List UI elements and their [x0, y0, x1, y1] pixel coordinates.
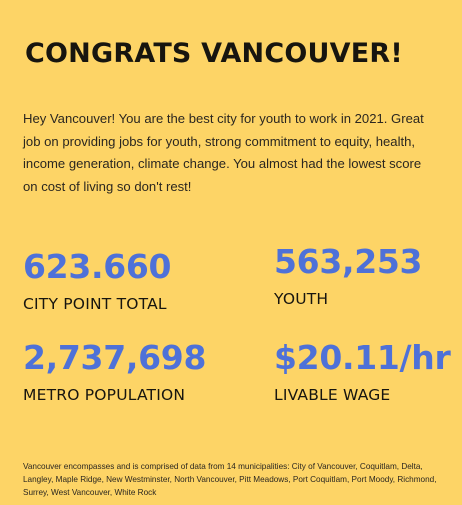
page-title: CONGRATS VANCOUVER!: [25, 38, 403, 69]
stat-city-point-total: [23, 249, 171, 313]
stat-youth: [274, 244, 422, 308]
intro-paragraph: Hey Vancouver! You are the best city for youth to work in 2021. Great job on providing jobs for youth, strong commitment to equity, health, income generation, climate change. You almost had the lowest score on cost of living so don't rest!: [23, 111, 424, 194]
stat-label: LIVABLE WAGE: [274, 386, 391, 404]
stat-label: CITY POINT TOTAL: [23, 295, 167, 313]
footnote: Vancouver encompasses and is comprised of data from 14 municipalities: City of Vancouver, Coquitlam, Delta, Langley, Maple Ridge, New Westminster, North Vancouver, Pitt Meadows, Port Coquitlam, Port Moody, Richmond, Surrey, West Vancouver, White Rock: [23, 462, 437, 497]
stat-metro-population: [23, 340, 206, 404]
stat-value: 623.660: [23, 247, 172, 286]
stat-label: YOUTH: [274, 290, 329, 308]
stat-value: 2,737,698: [23, 338, 207, 377]
stat-value: 563,253: [274, 242, 423, 281]
stat-label: METRO POPULATION: [23, 386, 186, 404]
stat-livable-wage: [274, 340, 450, 404]
stat-value: $20.11/hr: [274, 338, 451, 377]
